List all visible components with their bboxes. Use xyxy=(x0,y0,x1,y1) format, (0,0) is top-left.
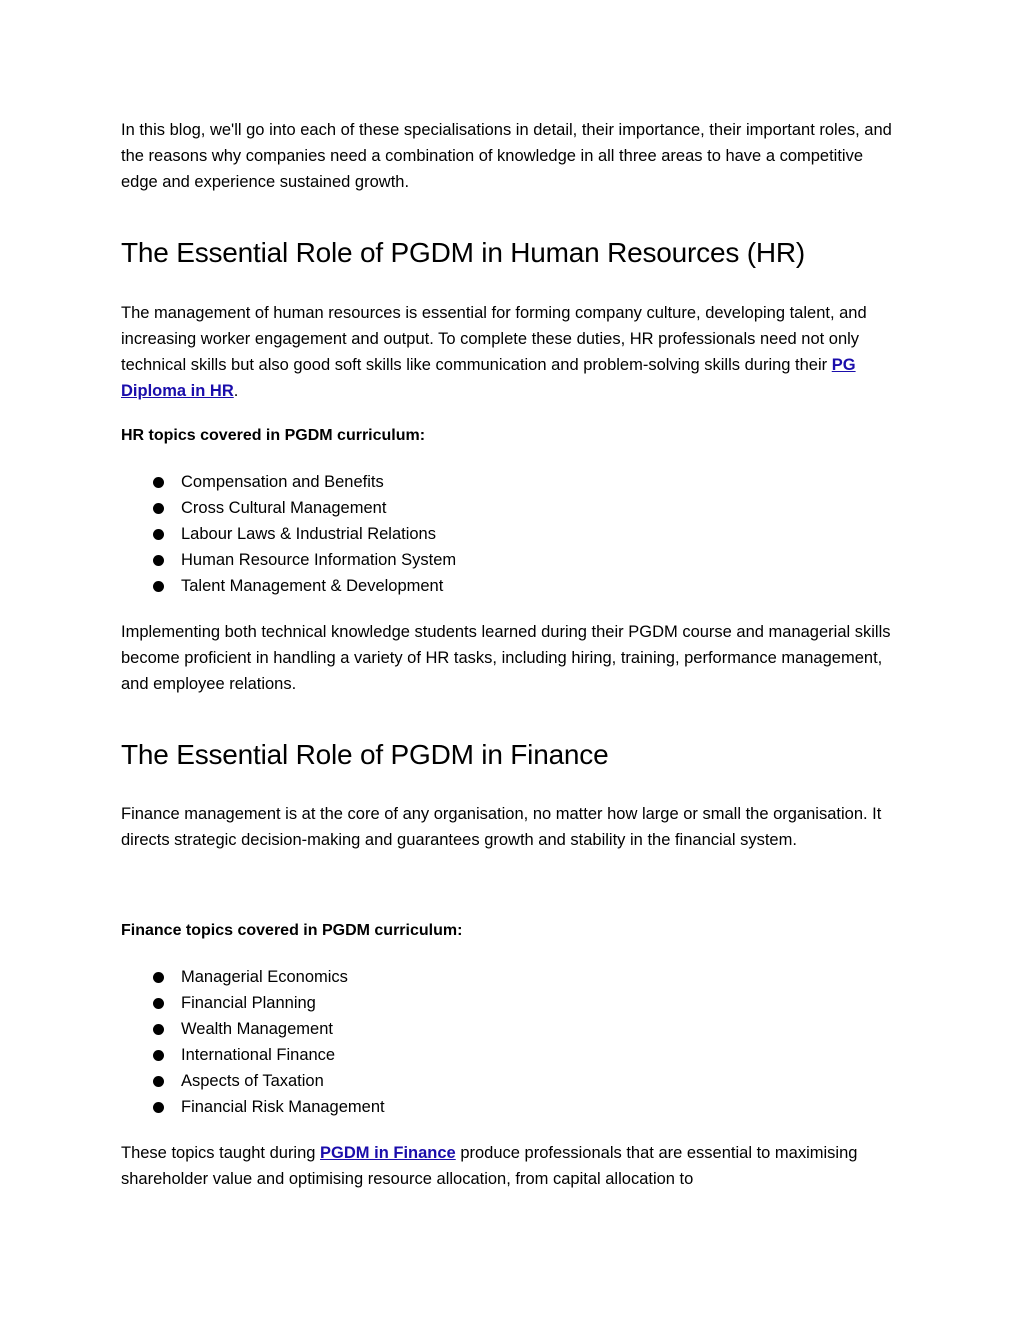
hr-paragraph-tail: . xyxy=(233,382,239,400)
list-item-label: Talent Management & Development xyxy=(181,577,444,595)
hr-topics-list xyxy=(121,469,901,599)
list-item xyxy=(121,469,901,495)
hr-paragraph-text: The management of human resources is essential for forming company culture, developing talent, and increasing worker engagement and output. To complete these duties, HR professionals need not only technical skills but also good soft skills like communication and problem-solving skills during their xyxy=(121,304,867,374)
bullet-icon xyxy=(153,1050,164,1061)
bullet-icon xyxy=(153,477,164,488)
list-item-label: Human Resource Information System xyxy=(181,551,457,569)
finance-closing-text: These topics taught during xyxy=(121,1144,321,1162)
hr-section-heading: The Essential Role of PGDM in Human Resources (HR) xyxy=(121,237,806,268)
document-page xyxy=(121,117,901,1192)
list-item-label: Financial Risk Management xyxy=(181,1098,385,1116)
finance-closing-paragraph xyxy=(121,1140,901,1192)
bullet-icon xyxy=(153,998,164,1009)
pg-diploma-hr-link[interactable]: PG Diploma in HR xyxy=(121,356,856,400)
list-item-label: Compensation and Benefits xyxy=(181,473,384,491)
list-item xyxy=(121,1042,901,1068)
list-item xyxy=(121,521,901,547)
bullet-icon xyxy=(153,972,164,983)
intro-paragraph: In this blog, we'll go into each of these specialisations in detail, their importance, their important roles, and the reasons why companies need a combination of knowledge in all three areas to have a competitive edge and experience sustained growth. xyxy=(121,121,892,191)
list-item xyxy=(121,547,901,573)
list-item xyxy=(121,573,901,599)
hr-topics-label: HR topics covered in PGDM curriculum: xyxy=(121,427,426,444)
list-item xyxy=(121,1094,901,1120)
list-item-label: International Finance xyxy=(181,1046,336,1064)
hr-closing-paragraph: Implementing both technical knowledge students learned during their PGDM course and managerial skills become proficient in handling a variety of HR tasks, including hiring, training, performance management, and employee relations. xyxy=(121,623,891,693)
list-item-label: Cross Cultural Management xyxy=(181,499,387,517)
list-item xyxy=(121,495,901,521)
list-item-label: Labour Laws & Industrial Relations xyxy=(181,525,436,543)
bullet-icon xyxy=(153,1102,164,1113)
pgdm-finance-link[interactable]: PGDM in Finance xyxy=(320,1144,456,1162)
finance-topics-list xyxy=(121,964,901,1120)
finance-paragraph: Finance management is at the core of any organisation, no matter how large or small the organisation. It directs strategic decision-making and guarantees growth and stability in the financial system. xyxy=(121,805,882,849)
list-item xyxy=(121,1016,901,1042)
list-item xyxy=(121,990,901,1016)
list-item-label: Financial Planning xyxy=(181,994,316,1012)
finance-section-heading: The Essential Role of PGDM in Finance xyxy=(121,739,609,770)
hr-paragraph xyxy=(121,300,901,404)
finance-closing-tail: produce professionals that are essential to maximising shareholder value and optimising resource allocation, from capital allocation to xyxy=(121,1144,858,1188)
list-item-label: Managerial Economics xyxy=(181,968,348,986)
bullet-icon xyxy=(153,1076,164,1087)
list-item-label: Wealth Management xyxy=(181,1020,333,1038)
list-item xyxy=(121,964,901,990)
finance-topics-label: Finance topics covered in PGDM curriculum: xyxy=(121,922,463,939)
bullet-icon xyxy=(153,503,164,514)
bullet-icon xyxy=(153,529,164,540)
bullet-icon xyxy=(153,555,164,566)
list-item xyxy=(121,1068,901,1094)
list-item-label: Aspects of Taxation xyxy=(181,1072,324,1090)
bullet-icon xyxy=(153,581,164,592)
bullet-icon xyxy=(153,1024,164,1035)
